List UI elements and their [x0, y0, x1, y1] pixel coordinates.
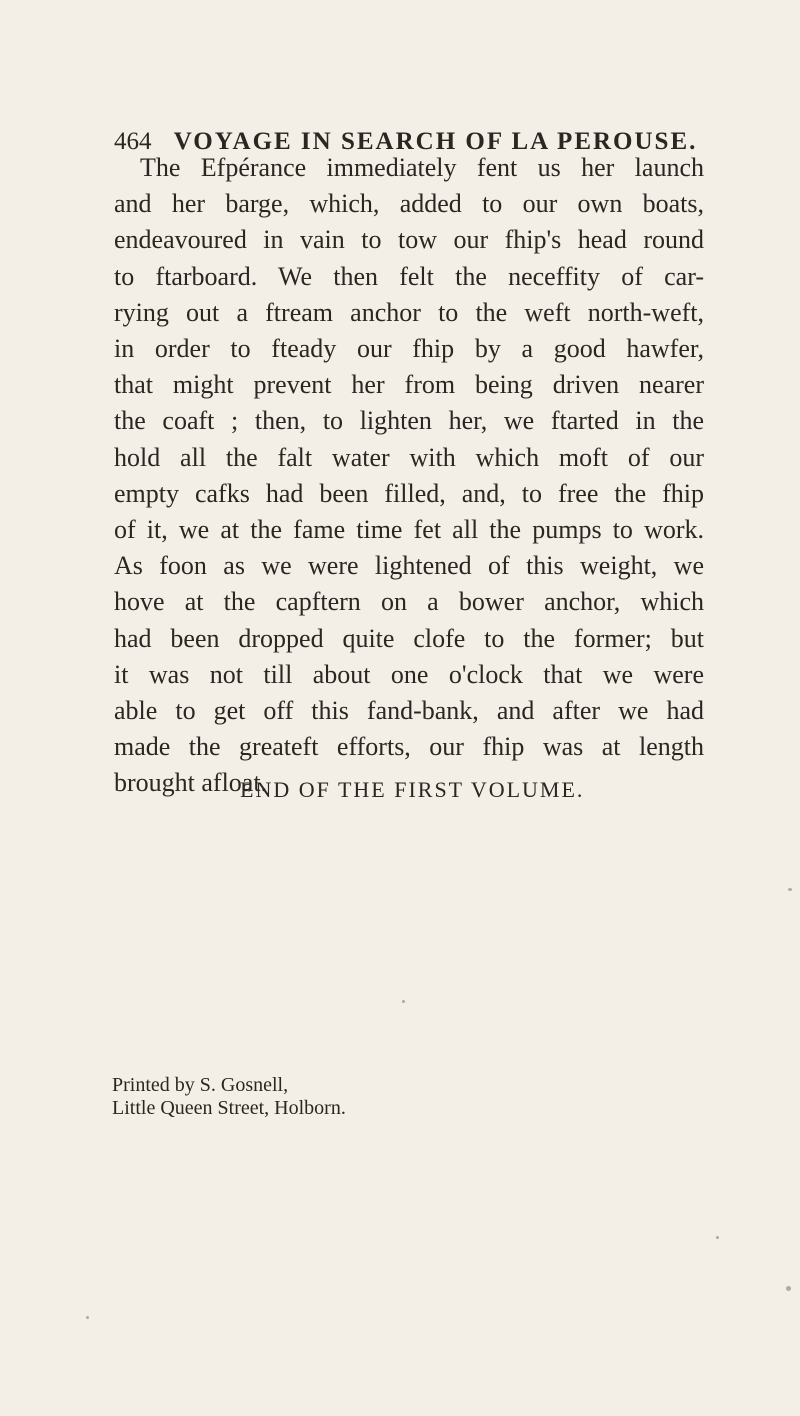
text-line: The Efpérance immediately fent us her launch [140, 153, 704, 182]
page-number: 464 [114, 128, 152, 155]
paper-speck [788, 888, 792, 891]
text-line: able to get off this fand-bank, and after we had [114, 696, 704, 726]
body-paragraph [114, 150, 704, 802]
paper-speck [716, 1236, 719, 1239]
text-line: As foon as we were lightened of this weight, we [114, 551, 704, 581]
paper-speck [86, 1316, 89, 1319]
text-line: and her barge, which, added to our own boats, [114, 189, 704, 219]
text-line: empty cafks had been filled, and, to free the fhip [114, 478, 704, 508]
text-line: it was not till about one o'clock that we were [114, 659, 704, 689]
text-line: in order to fteady our fhip by a good hawfer, [114, 334, 704, 364]
running-title: VOYAGE IN SEARCH OF LA PEROUSE. [173, 128, 698, 155]
text-line: the coaft ; then, to lighten her, we ftarted in the [114, 406, 704, 436]
end-of-volume-note: END OF THE FIRST VOLUME. [240, 777, 585, 802]
text-line: made the greateft efforts, our fhip was at length [114, 732, 704, 762]
printer-imprint [112, 1074, 412, 1120]
text-line: rying out a ftream anchor to the weft north-weft, [114, 297, 704, 327]
text-line: endeavoured in vain to tow our fhip's head round [114, 225, 704, 255]
text-line: of it, we at the fame time fet all the pumps to work. [114, 515, 704, 545]
text-line: brought afloat. [114, 768, 268, 798]
paper-speck [402, 1000, 405, 1003]
imprint-printer: Printed by S. Gosnell, [112, 1074, 289, 1096]
text-line: that might prevent her from being driven nearer [114, 370, 704, 400]
imprint-address: Little Queen Street, Holborn. [112, 1097, 346, 1119]
paper-speck [786, 1286, 791, 1291]
text-line: to ftarboard. We then felt the neceffity of car- [114, 261, 704, 291]
text-line: had been dropped quite clofe to the former; but [114, 623, 704, 653]
text-line: hold all the falt water with which moft of our [114, 442, 704, 472]
text-line: hove at the capftern on a bower anchor, which [114, 587, 704, 617]
